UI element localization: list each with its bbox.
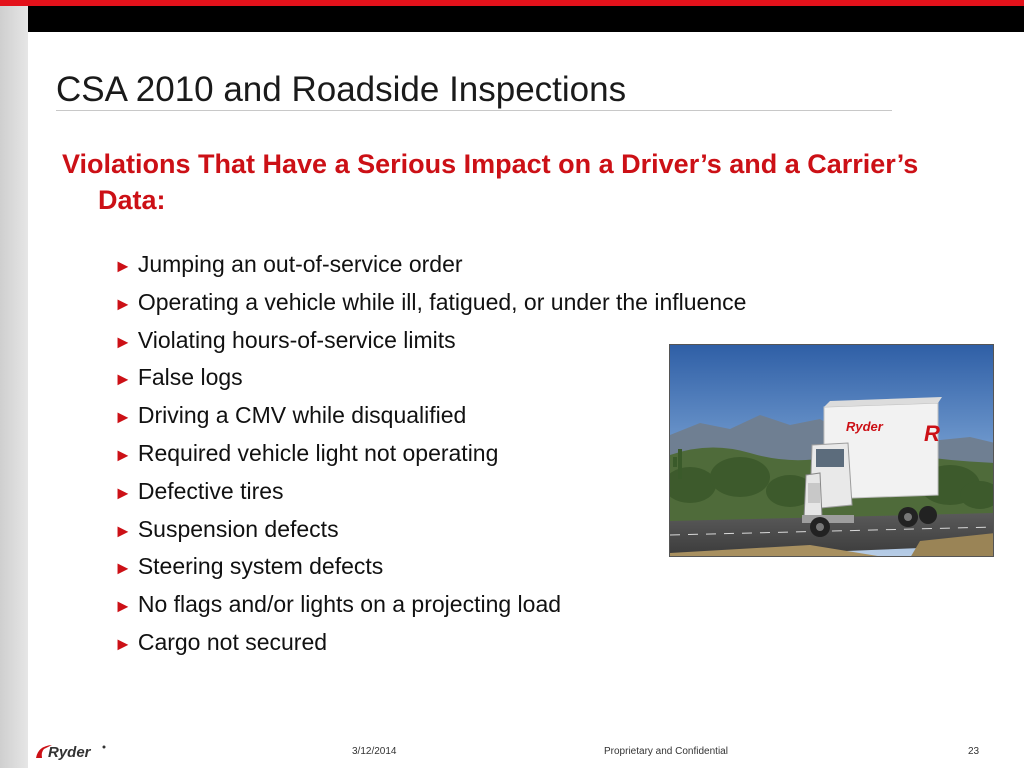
- list-item: ► Driving a CMV while disqualified: [114, 402, 467, 429]
- footer-confidential: Proprietary and Confidential: [604, 746, 728, 757]
- list-item: ► Violating hours-of-service limits: [114, 326, 456, 353]
- list-item: ► Suspension defects: [114, 515, 339, 542]
- list-item: ► False logs: [114, 364, 243, 391]
- bullet-arrow-icon: ►: [114, 256, 132, 276]
- page-number: 23: [968, 746, 980, 757]
- title-divider: [56, 110, 892, 111]
- list-item: ► No flags and/or lights on a projecting load: [114, 591, 562, 618]
- list-item: ► Jumping an out-of-service order: [114, 251, 463, 277]
- slide-title: CSA 2010 and Roadside Inspections: [56, 70, 627, 109]
- bullet-arrow-icon: ►: [114, 444, 132, 465]
- bullet-arrow-icon: ►: [114, 482, 132, 503]
- bullet-arrow-icon: ►: [114, 407, 132, 428]
- footer-logo-text: Ryder: [48, 744, 91, 761]
- list-item: ► Defective tires: [114, 477, 284, 504]
- list-item: ► Required vehicle light not operating: [114, 439, 499, 466]
- bullet-arrow-icon: ►: [114, 520, 132, 541]
- list-item: ► Steering system defects: [114, 553, 384, 580]
- trailer-logo-text: R: [924, 421, 940, 446]
- top-black-bar: [28, 6, 1024, 32]
- bullet-arrow-icon: ►: [114, 558, 132, 579]
- bullet-arrow-icon: ►: [114, 633, 132, 654]
- bullet-arrow-icon: ►: [114, 331, 132, 352]
- list-item: ► Operating a vehicle while ill, fatigued, or under the influence: [114, 288, 747, 315]
- bullet-arrow-icon: ►: [114, 369, 132, 390]
- violation-list: [114, 246, 746, 662]
- bullet-arrow-icon: ►: [114, 293, 132, 314]
- truck-brand-text: Ryder: [846, 419, 883, 434]
- left-gray-bar: [0, 0, 28, 768]
- footer-date: 3/12/2014: [352, 746, 397, 757]
- subheading: Violations That Have a Serious Impact on a Driver’s and a Carrier’s Data:: [62, 149, 919, 215]
- list-item: ► Cargo not secured: [114, 628, 328, 655]
- truck-photo: [669, 344, 994, 557]
- footer-ryder-logo: [34, 740, 114, 769]
- bullet-arrow-icon: ►: [114, 596, 132, 617]
